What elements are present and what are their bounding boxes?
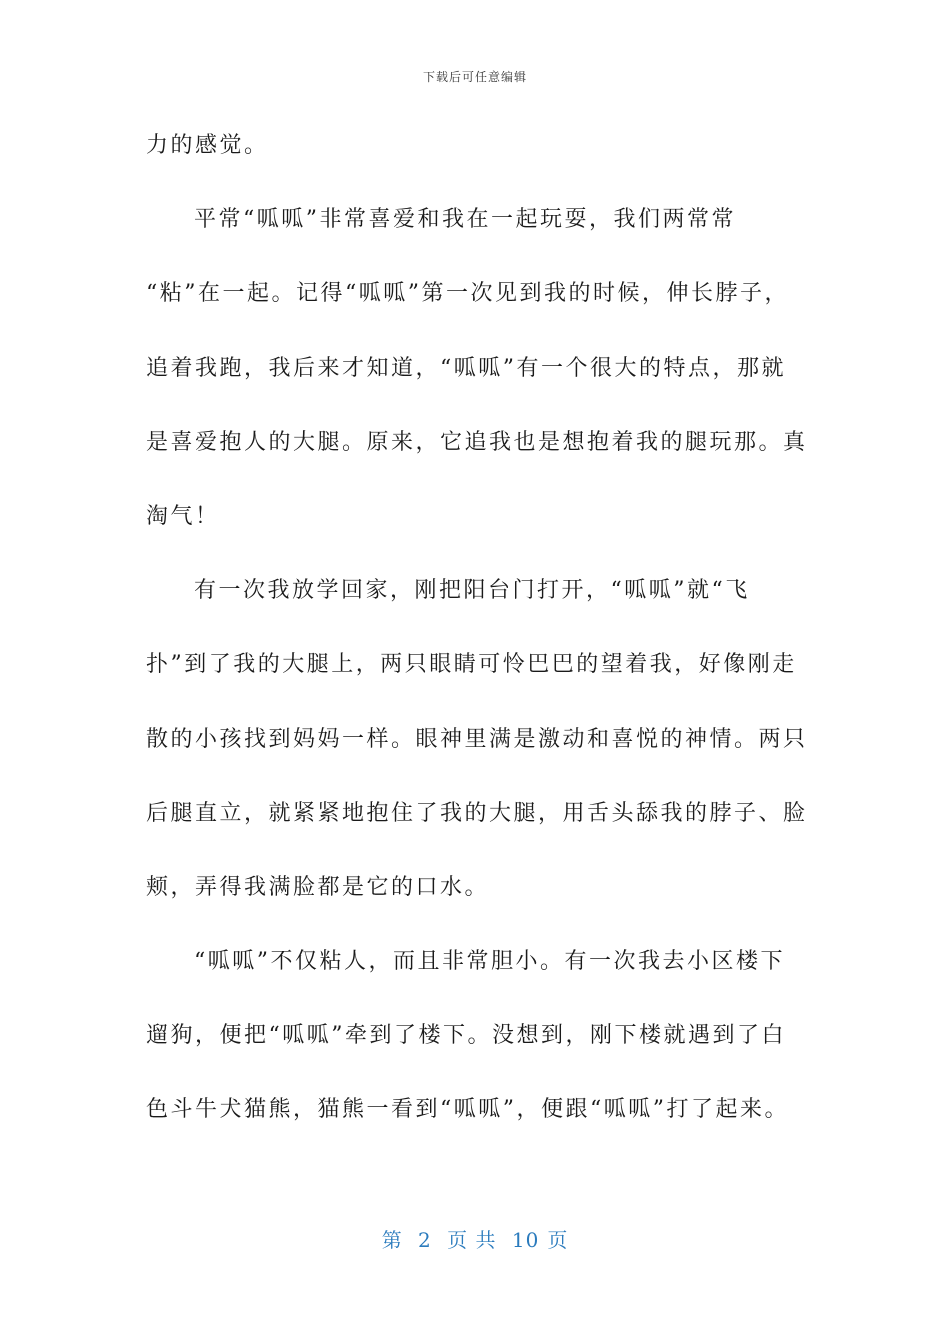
page-suffix: 页 (547, 1228, 569, 1252)
text-line: 颊，弄得我满脸都是它的口水。 (146, 874, 490, 900)
text-line: 追着我跑，我后来才知道，“呱呱”有一个很大的特点，那就 (146, 355, 786, 381)
text-line: “粘”在一起。记得“呱呱”第一次见到我的时候，伸长脖子， (146, 281, 789, 307)
current-page-number: 2 (418, 1228, 432, 1252)
text-line: 后腿直立，就紧紧地抱住了我的大腿，用舌头舔我的脖子、脸 (146, 800, 808, 826)
page-prefix: 第 (381, 1228, 403, 1252)
text-line: 散的小孩找到妈妈一样。眼神里满是激动和喜悦的神情。两只 (146, 726, 808, 752)
paragraph-start-line: “呱呱”不仅粘人，而且非常胆小。有一次我去小区楼下 (194, 949, 785, 975)
page-header-note: 下载后可任意编辑 (422, 70, 527, 84)
text-line: 淘气！ (146, 503, 220, 529)
document-body (146, 126, 814, 1165)
text-line: 力的感觉。 (146, 133, 269, 158)
text-line: 是喜爱抱人的大腿。原来，它追我也是想抱着我的腿玩那。真 (146, 429, 808, 455)
text-line: 扑”到了我的大腿上，两只眼睛可怜巴巴的望着我，好像刚走 (146, 652, 797, 678)
page-middle-text: 页 共 (447, 1228, 497, 1252)
total-page-count: 10 (511, 1228, 540, 1252)
page-number-footer (0, 1224, 950, 1253)
text-line: 色斗牛犬猫熊，猫熊一看到“呱呱”，便跟“呱呱”打了起来。 (146, 1097, 789, 1123)
text-line: 遛狗，便把“呱呱”牵到了楼下。没想到，刚下楼就遇到了白 (146, 1023, 786, 1049)
paragraph-start-line: 平常“呱呱”非常喜爱和我在一起玩耍，我们两常常 (194, 207, 736, 233)
paragraph-start-line: 有一次我放学回家，刚把阳台门打开，“呱呱”就“飞 (194, 578, 750, 604)
